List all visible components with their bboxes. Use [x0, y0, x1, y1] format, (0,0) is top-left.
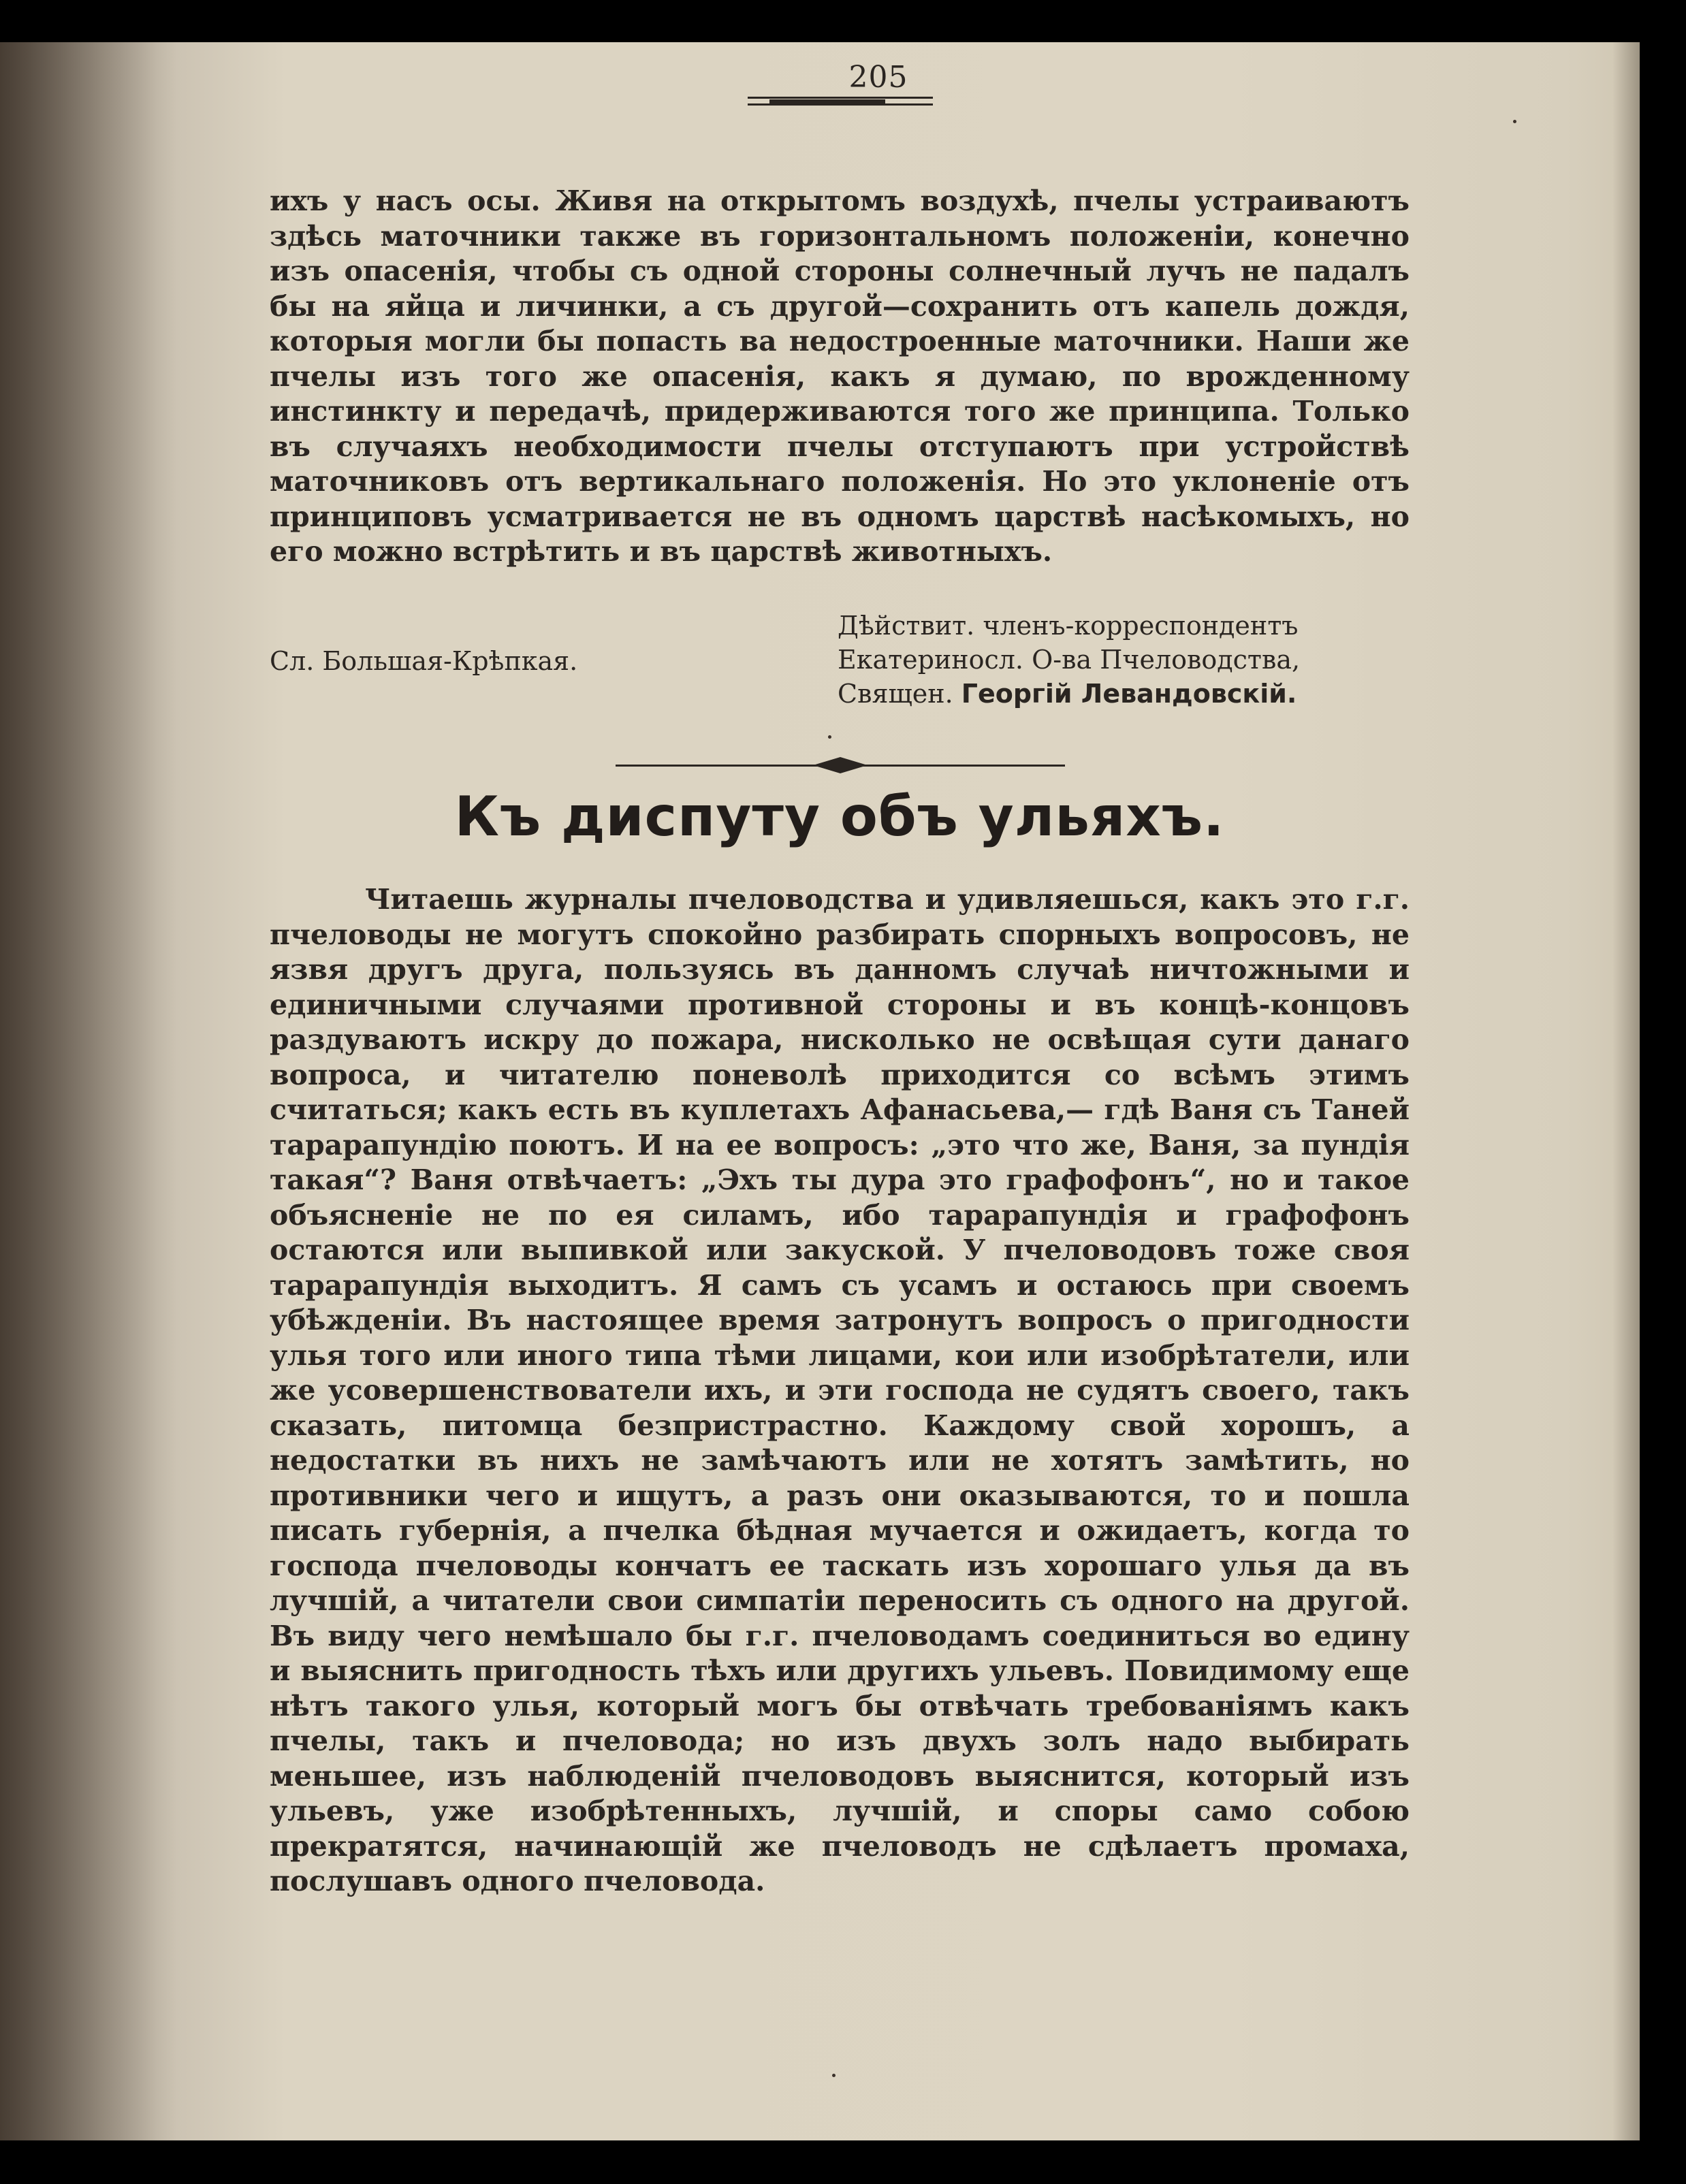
page-number-rule-bottom [748, 103, 933, 106]
page-number-rule-top [748, 97, 933, 99]
page-speck [832, 2074, 836, 2077]
page-number: 205 [848, 60, 908, 95]
divider-diamond-ornament [813, 757, 868, 773]
page-right-edge [1612, 42, 1640, 2140]
signature-name: Георгiй Левандовскiй. [961, 679, 1297, 709]
signature-line-1: Дѣйствит. членъ-корреспондентъ [838, 611, 1299, 641]
signature-author [838, 609, 1410, 711]
article-title: Къ диспуту объ ульяхъ. [454, 785, 1225, 848]
page-gutter-shadow [0, 42, 177, 2140]
section-divider [616, 757, 1065, 773]
signature-title: Священ. [838, 679, 961, 709]
page-speck [828, 735, 831, 739]
signature-line-3 [838, 677, 1410, 711]
continuation-text [270, 184, 1410, 570]
page-speck [1513, 120, 1516, 123]
article-paragraph: Читаешь журналы пчеловодства и удивляешься, какъ это г.г. пчеловоды не могутъ спокойно разбирать спорныхъ вопросовъ, не язвя другъ друга, пользуясь въ данномъ случаѣ ничтожными и единичными случаями противной стороны и въ концѣ-концовъ раздуваютъ искру до пожара, нисколько не освѣщая сути данаго вопроса, и читателю поневолѣ приходится со всѣмъ этимъ считаться; какъ есть въ куплетахъ Афанасьева,— гдѣ Ваня съ Таней тарарапундiю поютъ. И на ее вопросъ: „это что же, Ваня, за пундiя такая“? Ваня отвѣчаетъ: „Эхъ ты дура это графофонъ“, но и такое объясненiе не по ея силамъ, ибо тарарапундiя и графофонъ остаются или выпивкой или закуской. У пчеловодовъ тоже своя тарарапундiя выходитъ. Я самъ съ усамъ и остаюсь при своемъ убѣжденiи. Въ настоящее время затронутъ вопросъ о пригодности улья того или иного типа тѣми лицами, кои или изобрѣтатели, или же усовершенствователи ихъ, и эти господа не судятъ своего, такъ сказать, питомца безпристрастно. Каждому свой хорошъ, а недостатки въ нихъ не замѣчаютъ или не хотятъ замѣтить, но противники чего и ищутъ, а разъ они оказываются, то и пошла писать губернiя, а пчелка бѣдная мучается и ожидаетъ, когда то господа пчеловоды кончатъ ее таскать изъ хорошаго улья да въ лучшiй, а читатели свои симпатiи переносить съ одного на другой. Въ виду чего немѣшало бы г.г. пчеловодамъ соединиться во едину и выяснить пригодность тѣхъ или другихъ ульевъ. Повидимому еще нѣтъ такого улья, который могъ бы отвѣчать требованiямъ какъ пчелы, такъ и пчеловода; но изъ двухъ золъ надо выбирать меньшее, изъ наблюденiй пчеловодовъ выяснится, который изъ ульевъ, уже изобрѣтенныхъ, лучшiй, и споры само собою прекратятся, начинающiй же пчеловодъ не сдѣлаетъ промаха, послушавъ одного пчеловода. [270, 883, 1410, 1897]
article-body [270, 882, 1410, 1899]
signature-line-2: Екатериносл. О-ва Пчеловодства, [838, 645, 1301, 675]
continuation-paragraph: ихъ у насъ осы. Живя на открытомъ воздухѣ, пчелы устраиваютъ здѣсь маточники также въ горизонтальномъ положенiи, конечно изъ опасенiя, чтобы съ одной стороны солнечный лучъ не падалъ бы на яйца и личинки, а съ другой—сохранить отъ капель дождя, которыя могли бы попасть ва недостроенные маточники. Наши же пчелы изъ того же опасенiя, какъ я думаю, по врожденному инстинкту и передачѣ, придерживаются того же принципа. Только въ случаяхъ необходимости пчелы отступаютъ при устройствѣ маточниковъ отъ вертикальнаго положенiя. Но это уклоненiе отъ принциповъ усматривается не въ одномъ царствѣ насѣкомыхъ, но его можно встрѣтить и въ царствѣ животныхъ. [270, 184, 1410, 568]
signature-place: Сл. Большая-Крѣпкая. [270, 646, 578, 676]
